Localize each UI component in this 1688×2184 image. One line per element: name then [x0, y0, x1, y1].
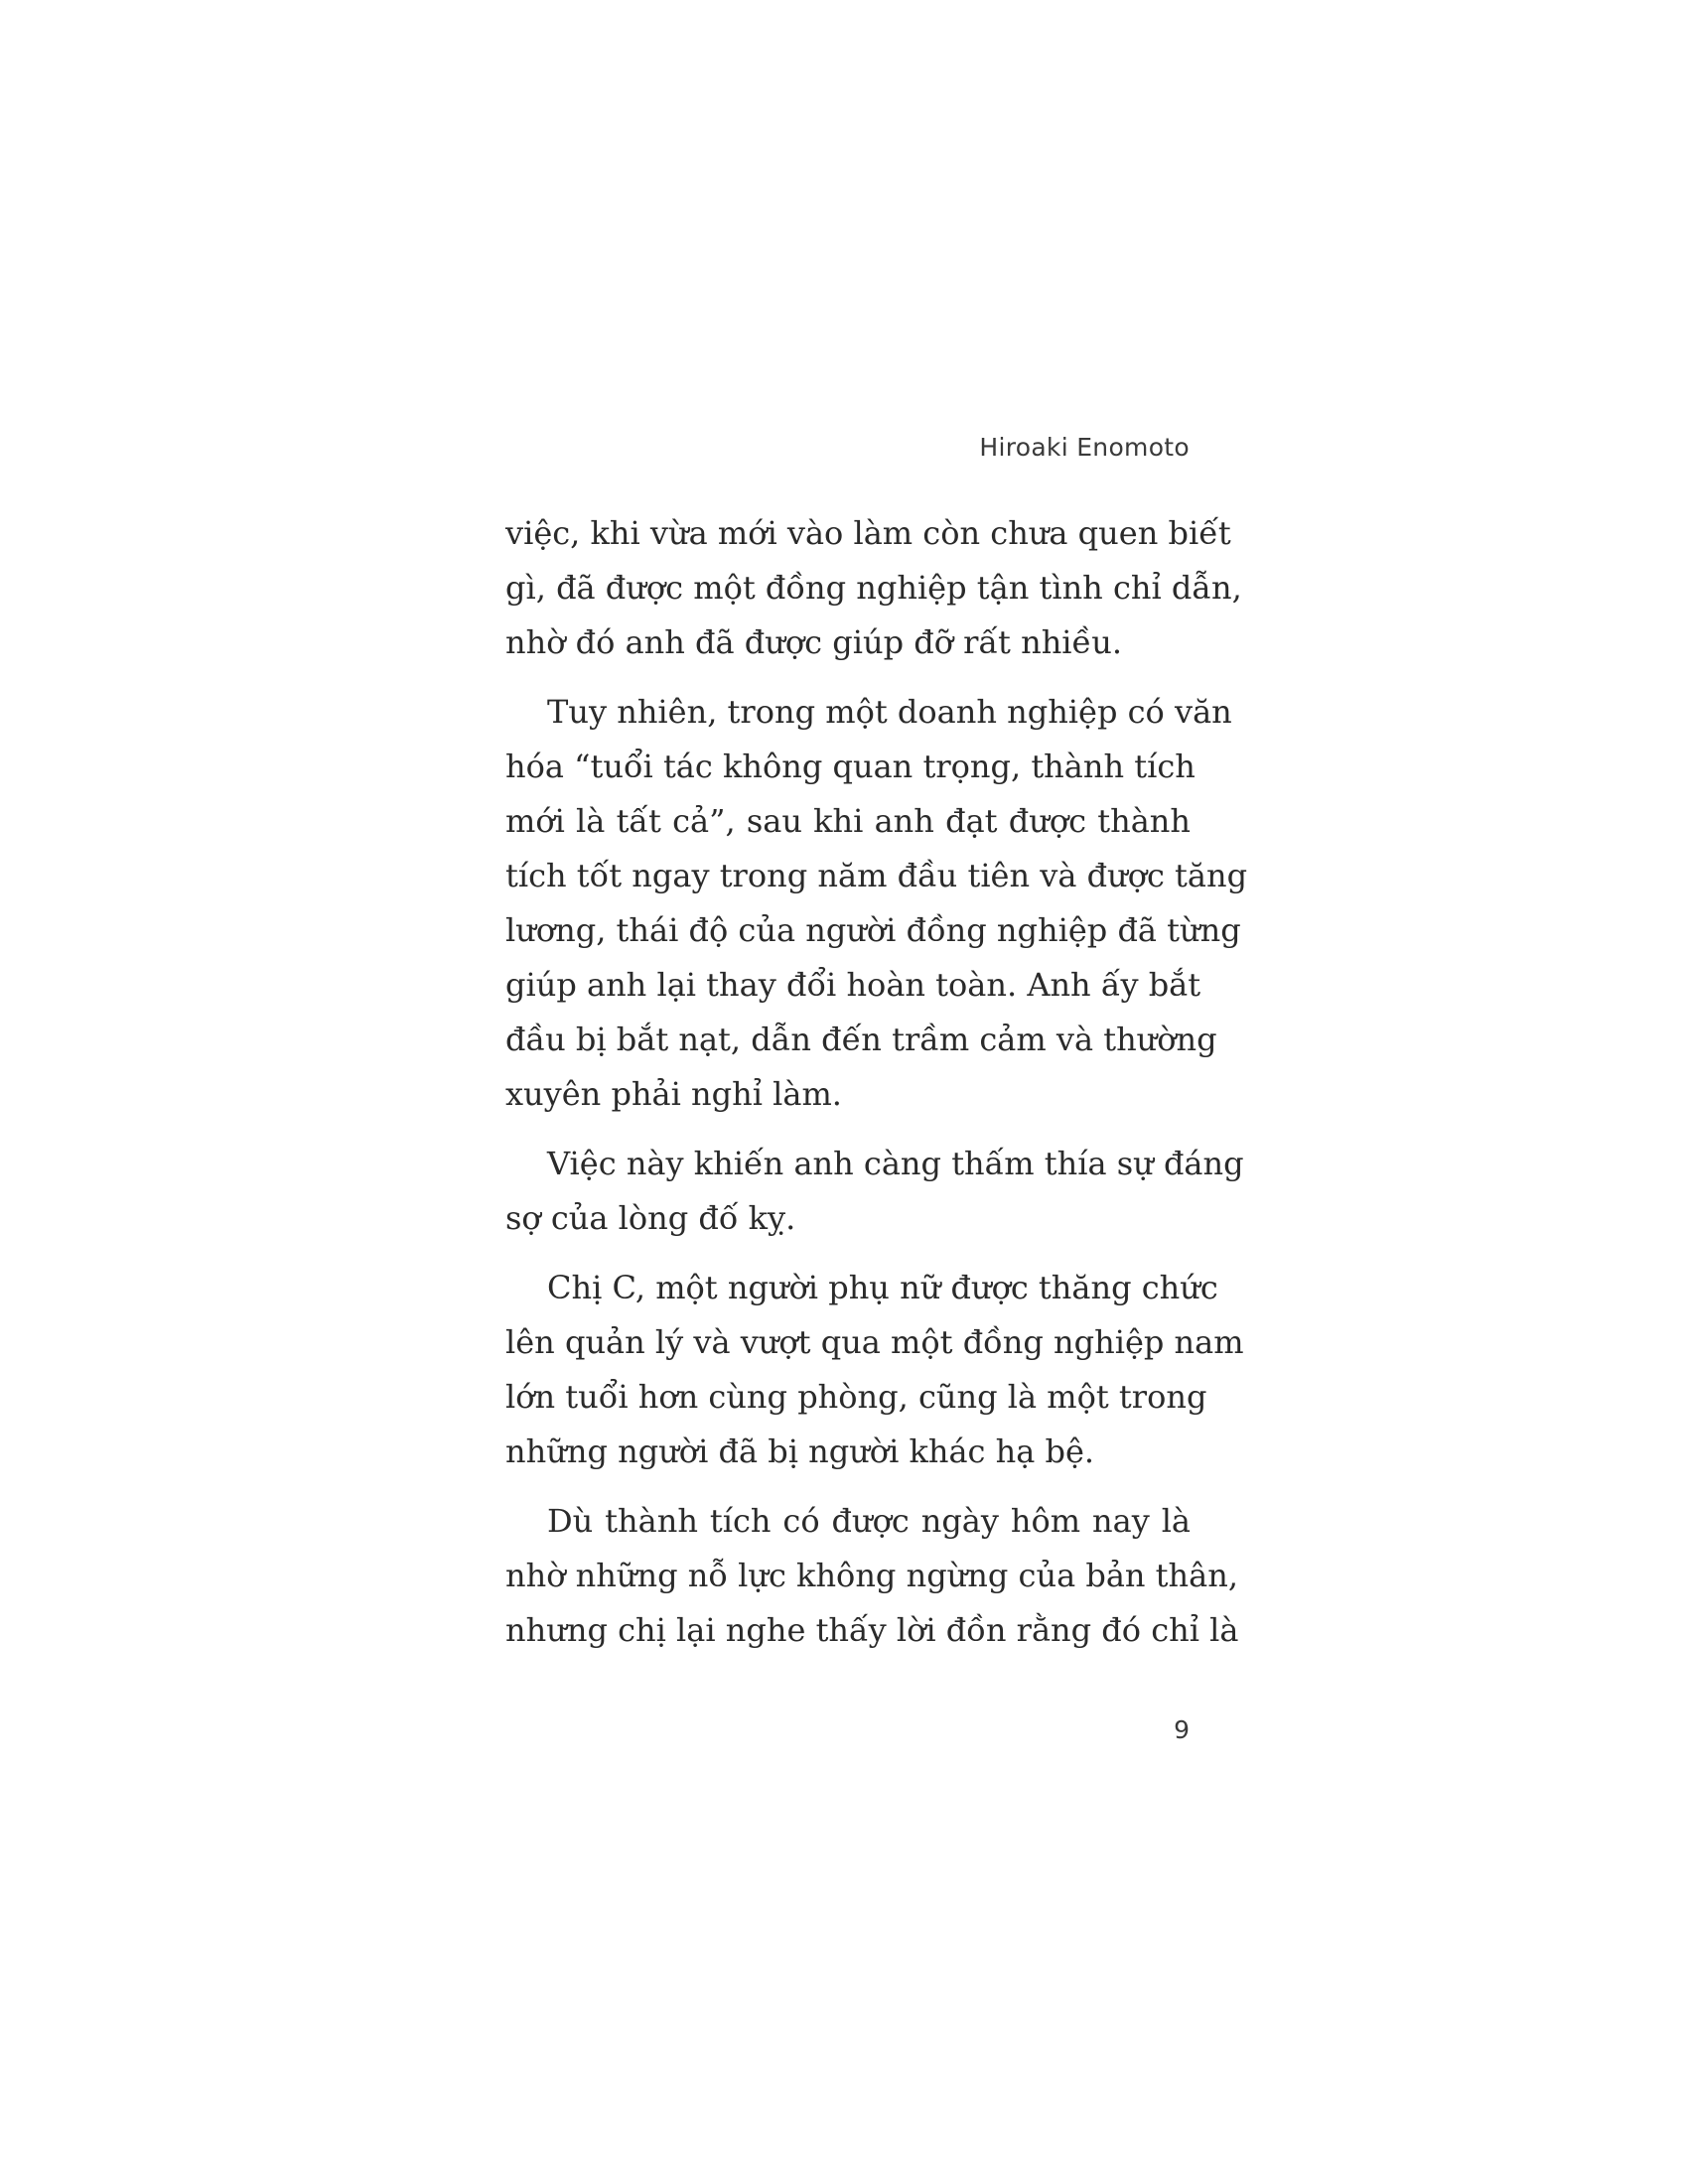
text-line: Chị C, một người phụ nữ được thăng chức	[547, 1269, 1218, 1306]
text-line: nhờ những nỗ lực không ngừng của bản thân,	[505, 1557, 1238, 1594]
paragraph	[505, 1137, 1244, 1246]
page-number: 9	[1174, 1715, 1190, 1744]
text-line: đầu bị bắt nạt, dẫn đến trầm cảm và thường	[505, 1021, 1217, 1058]
text-line: nhờ đó anh đã được giúp đỡ rất nhiều.	[505, 623, 1122, 661]
text-line: xuyên phải nghỉ làm.	[505, 1075, 842, 1113]
text-line: sợ của lòng đố kỵ.	[505, 1199, 796, 1237]
text-line: mới là tất cả”, sau khi anh đạt được thành	[505, 802, 1191, 840]
text-line: gì, đã được một đồng nghiệp tận tình chỉ dẫn,	[505, 569, 1242, 607]
text-line: giúp anh lại thay đổi hoàn toàn. Anh ấy bắt	[505, 966, 1201, 1004]
text-line: việc, khi vừa mới vào làm còn chưa quen biết	[505, 514, 1231, 552]
text-line: những người đã bị người khác hạ bệ.	[505, 1433, 1095, 1470]
text-line: tích tốt ngay trong năm đầu tiên và được tăng	[505, 857, 1248, 894]
text-line: Dù thành tích có được ngày hôm nay là	[547, 1502, 1191, 1540]
body-text	[505, 506, 1248, 1673]
text-line: nhưng chị lại nghe thấy lời đồn rằng đó chỉ là	[505, 1611, 1239, 1649]
text-line: Việc này khiến anh càng thấm thía sự đáng	[547, 1145, 1244, 1182]
running-header-author: Hiroaki Enomoto	[979, 433, 1190, 462]
text-line: hóa “tuổi tác không quan trọng, thành tích	[505, 748, 1196, 785]
paragraph	[505, 1494, 1239, 1658]
paragraph	[505, 506, 1242, 670]
paragraph	[505, 1261, 1244, 1479]
paragraph	[505, 685, 1248, 1122]
text-line: Tuy nhiên, trong một doanh nghiệp có văn	[547, 693, 1232, 731]
text-line: lên quản lý và vượt qua một đồng nghiệp nam	[505, 1323, 1244, 1361]
text-line: lương, thái độ của người đồng nghiệp đã từng	[505, 911, 1241, 949]
text-line: lớn tuổi hơn cùng phòng, cũng là một trong	[505, 1378, 1207, 1416]
